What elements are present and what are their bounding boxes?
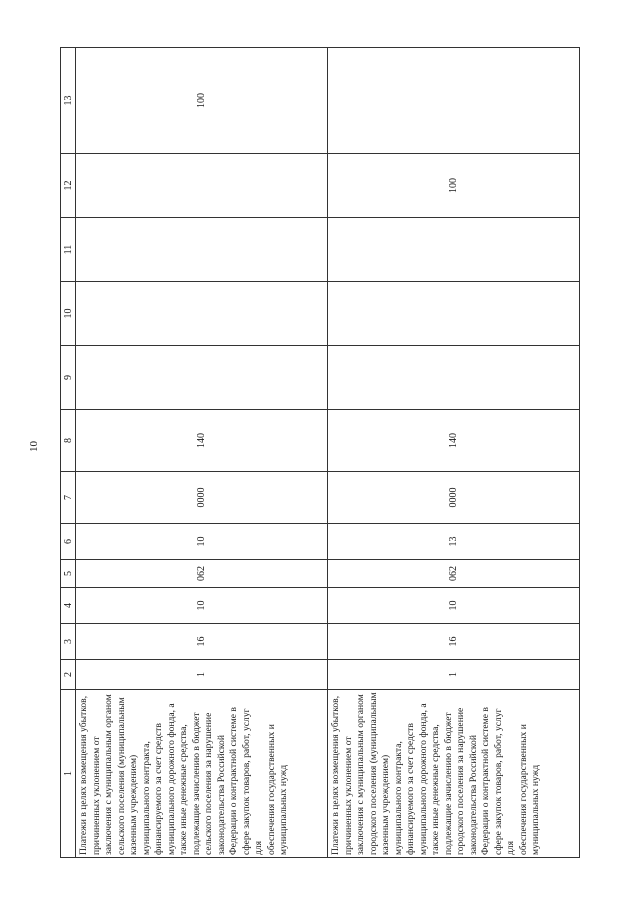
table-cell — [76, 282, 328, 346]
header-cell: 5 — [61, 560, 76, 588]
header-cell: 1 — [61, 690, 76, 858]
header-cell: 13 — [61, 48, 76, 154]
table-header-row — [61, 48, 76, 858]
header-cell: 7 — [61, 472, 76, 524]
table-cell: 1 — [76, 660, 328, 690]
table-cell — [76, 218, 328, 282]
table-cell — [328, 48, 580, 154]
header-cell: 10 — [61, 282, 76, 346]
header-cell: 9 — [61, 346, 76, 410]
table-cell — [76, 154, 328, 218]
table-cell: 13 — [328, 524, 580, 560]
table-cell: 140 — [328, 410, 580, 472]
table-cell: 16 — [76, 624, 328, 660]
rotated-table-container — [60, 48, 580, 858]
header-cell: 4 — [61, 588, 76, 624]
table-cell — [328, 346, 580, 410]
header-cell: 8 — [61, 410, 76, 472]
table-cell: 10 — [76, 524, 328, 560]
header-cell: 11 — [61, 218, 76, 282]
table-cell: 0000 — [76, 472, 328, 524]
header-cell: 3 — [61, 624, 76, 660]
header-cell: 12 — [61, 154, 76, 218]
table-cell: 062 — [76, 560, 328, 588]
table-cell: 140 — [76, 410, 328, 472]
row-description: Платежи в целях возмещения убытков, причиненных уклонением от заключения с муниципальным органом городского поселения (муниципальным казенным учреждением) муниципального контракта, финансируемого за счет средств муниципального дорожного фонда, а также иные денежные средства, подлежащие зачислению в бюджет городского поселения за нарушение законодательства Российской Федерации о контрактной системе в сфере закупок товаров, работ, услуг для обеспечения государственных и муниципальных нужд — [328, 690, 580, 858]
table-cell: 100 — [328, 154, 580, 218]
table-row — [328, 48, 580, 858]
table-cell: 10 — [328, 588, 580, 624]
table-cell: 100 — [76, 48, 328, 154]
table-cell — [328, 218, 580, 282]
table-cell: 16 — [328, 624, 580, 660]
table-cell: 0000 — [328, 472, 580, 524]
budget-classification-table — [60, 47, 580, 858]
header-cell: 2 — [61, 660, 76, 690]
row-description: Платежи в целях возмещения убытков, причиненных уклонением от заключения с муниципальным органом сельского поселения (муниципальным казенным учреждением) муниципального контракта, финансируемого за счет средств муниципального дорожного фонда, а также иные денежные средства, подлежащие зачислению в бюджет сельского поселения за нарушение законодательства Российской Федерации о контрактной системе в сфере закупок товаров, работ, услуг для обеспечения государственных и муниципальных нужд — [76, 690, 328, 858]
page-number: 10 — [28, 441, 40, 453]
header-cell: 6 — [61, 524, 76, 560]
table-cell — [76, 346, 328, 410]
table-cell: 10 — [76, 588, 328, 624]
table-cell: 062 — [328, 560, 580, 588]
table-row — [76, 48, 328, 858]
table-cell — [328, 282, 580, 346]
table-cell: 1 — [328, 660, 580, 690]
